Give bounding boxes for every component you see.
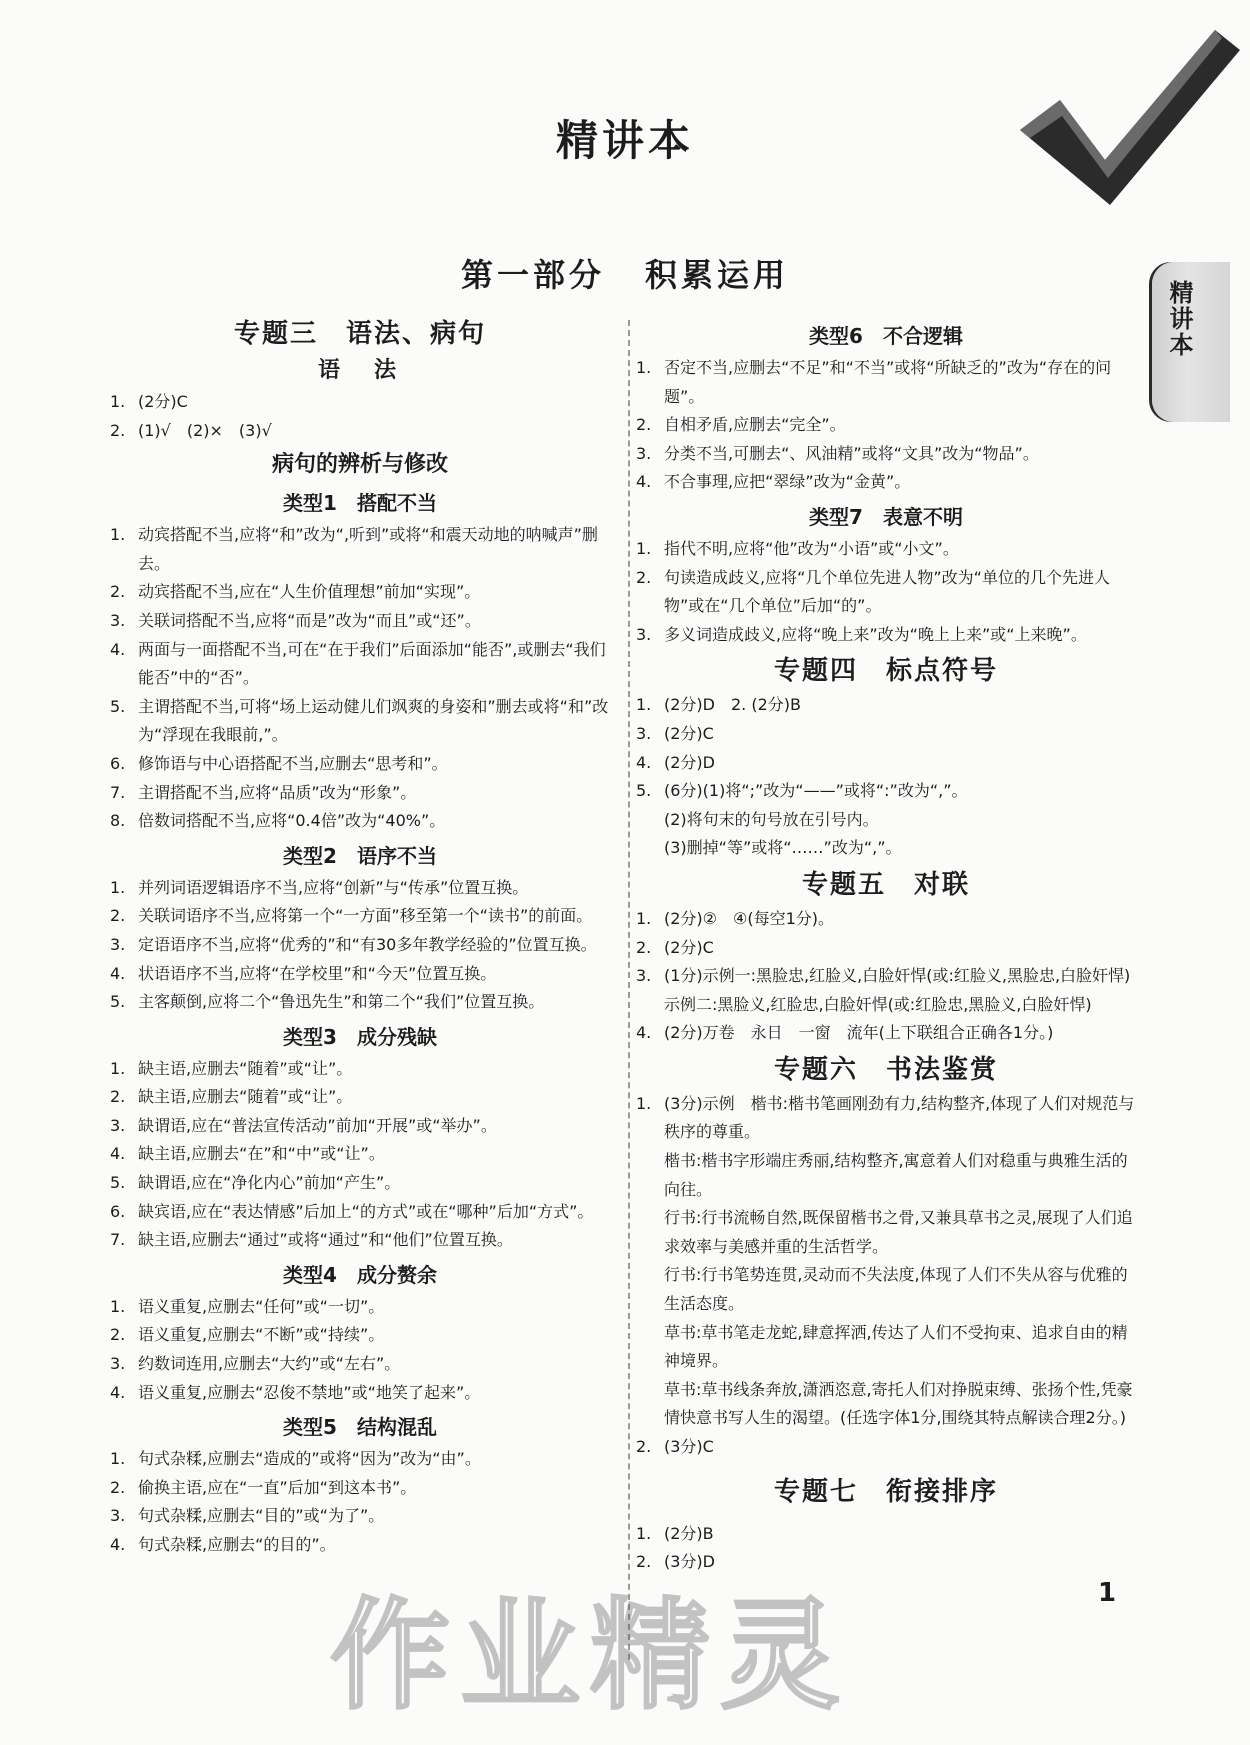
topic-heading: 专题七 衔接排序 <box>773 1476 998 1507</box>
answer-item: 2. 句读造成歧义,应将“几个单位先进人物”改为“单位的几个先进人物”或在“几个单位”后加“的”。 <box>636 567 1110 616</box>
answer-item: 4. 语义重复,应删去“忍俊不禁地”或“地笑了起来”。 <box>110 1382 481 1402</box>
answer-item: 5. 缺谓语,应在“净化内心”前加“产生”。 <box>110 1173 401 1193</box>
answer-item: 2. 自相矛盾,应删去“完全”。 <box>636 415 846 435</box>
type-heading: 类型7 表意不明 <box>809 504 963 529</box>
answer-item: 2. 缺主语,应删去“随着”或“让”。 <box>110 1087 353 1107</box>
answer-item: 1. 语义重复,应删去“任何”或“一切”。 <box>110 1296 385 1316</box>
answer-item: 3. 句式杂糅,应删去“目的”或“为了”。 <box>110 1506 385 1526</box>
topic-heading: 专题四 标点符号 <box>773 656 998 687</box>
part-title <box>0 250 1250 296</box>
answer-item: 3. 分类不当,可删去“、风油精”或将“文具”改为“物品”。 <box>636 443 1039 463</box>
answer-item: 3. 多义词造成歧义,应将“晚上来”改为“晚上上来”或“上来晚”。 <box>636 624 1087 644</box>
answer-item: 1. (3分)示例 楷书:楷书笔画刚劲有力,结构整齐,体现了人们对规范与秩序的尊重。 <box>636 1093 1135 1142</box>
answer-item: 2. 偷换主语,应在“一直”后加“到这本书”。 <box>110 1477 417 1497</box>
answer-item: 1. (2分)D 2. (2分)B <box>636 695 801 715</box>
answer-subitem: (2)将句末的句号放在引号内。 <box>664 809 879 829</box>
answer-item: 1. 并列词语逻辑语序不当,应将“创新”与“传承”位置互换。 <box>110 877 529 897</box>
answer-item: 3. 约数词连用,应删去“大约”或“左右”。 <box>110 1354 401 1374</box>
topic-heading: 专题五 对联 <box>801 869 970 900</box>
answer-subitem: 草书:草书线条奔放,潇洒恣意,寄托人们对挣脱束缚、张扬个性,凭豪情快意书写人生的渴望。(任选字体1分,围绕其特点解读合理2分。) <box>664 1379 1133 1428</box>
answer-item: 4. 不合事理,应把“翠绿”改为“金黄”。 <box>636 472 911 492</box>
answer-item: 2. 语义重复,应删去“不断”或“持续”。 <box>110 1325 385 1345</box>
answer-item: 3. 缺谓语,应在“普法宣传活动”前加“开展”或“举办”。 <box>110 1115 497 1135</box>
topic-heading: 专题三 语法、病句 <box>233 319 486 349</box>
side-tab-label: 精讲本 <box>1165 280 1193 358</box>
type-heading: 类型2 语序不当 <box>283 843 437 868</box>
answer-item: 3. 定语语序不当,应将“优秀的”和“有30多年教学经验的”位置互换。 <box>110 934 597 954</box>
answer-subitem: 行书:行书流畅自然,既保留楷书之骨,又兼具草书之灵,展现了人们追求效率与美感并重的生活哲学。 <box>664 1208 1133 1256</box>
answer-item: 4. 状语语序不当,应将“在学校里”和“今天”位置互换。 <box>110 963 497 983</box>
answer-item: 4. 两面与一面搭配不当,可在“在于我们”后面添加“能否”,或删去“我们能否”中的“否”。 <box>110 639 606 688</box>
answer-item: 2. (2分)C <box>636 937 714 957</box>
part-title-name: 积累运用 <box>645 256 790 294</box>
answer-item: 7. 主谓搭配不当,应将“品质”改为“形象”。 <box>110 782 417 802</box>
answer-item: 1. 句式杂糅,应删去“造成的”或将“因为”改为“由”。 <box>110 1449 481 1469</box>
right-column <box>636 316 1136 1577</box>
answer-subitem: 行书:行书笔势连贯,灵动而不失法度,体现了人们不失从容与优雅的生活态度。 <box>664 1265 1128 1314</box>
type-heading: 类型3 成分残缺 <box>283 1024 437 1049</box>
answer-item: 2. 关联词语序不当,应将第一个“一方面”移至第一个“读书”的前面。 <box>110 906 593 926</box>
type-heading: 类型6 不合逻辑 <box>809 324 963 348</box>
answer-item: 4. 句式杂糅,应删去“的目的”。 <box>110 1535 336 1554</box>
answer-subitem: (3)删掉“等”或将“……”改为“,”。 <box>664 838 902 858</box>
column-divider <box>628 320 630 1660</box>
answer-item: 2. (1)√ (2)× (3)√ <box>110 420 272 440</box>
answer-item: 6. 修饰语与中心语搭配不当,应删去“思考和”。 <box>110 753 448 773</box>
type-heading: 类型4 成分赘余 <box>283 1262 437 1287</box>
section-heading: 病句的辨析与修改 <box>271 452 448 478</box>
type-heading: 类型1 搭配不当 <box>283 491 437 516</box>
answer-item: 6. 缺宾语,应在“表达情感”后加上“的方式”或在“哪种”后加“方式”。 <box>110 1201 594 1221</box>
left-column <box>110 312 610 1560</box>
answer-item: 8. 倍数词搭配不当,应将“0.4倍”改为“40%”。 <box>110 811 446 831</box>
answer-item: 1. (2分)C <box>110 392 188 411</box>
answer-item: 1. 动宾搭配不当,应将“和”改为“,听到”或将“和震天动地的呐喊声”删去。 <box>110 525 598 573</box>
answer-item: 7. 缺主语,应删去“通过”或将“通过”和“他们”位置互换。 <box>110 1230 513 1250</box>
answer-item: 2. (3分)D <box>636 1552 715 1572</box>
answer-item: 2. (3分)C <box>636 1437 714 1456</box>
topic-heading: 专题六 书法鉴赏 <box>773 1054 998 1085</box>
answer-subitem: 楷书:楷书字形端庄秀丽,结构整齐,寓意着人们对稳重与典雅生活的向往。 <box>664 1151 1128 1199</box>
watermark: 作业精灵 <box>330 1587 850 1726</box>
section-heading: 语 法 <box>317 358 402 383</box>
answer-item: 1. (2分)B <box>636 1523 714 1543</box>
answer-item: 3. (2分)C <box>636 723 714 743</box>
book-title: 精讲本 <box>555 116 694 165</box>
answer-item: 3. (1分)示例一:黑脸忠,红脸义,白脸奸悍(或:红脸义,黑脸忠,白脸奸悍) <box>636 966 1131 986</box>
answer-item: 2. 动宾搭配不当,应在“人生价值理想”前加“实现”。 <box>110 582 481 602</box>
answer-subitem: 示例二:黑脸义,红脸忠,白脸奸悍(或:红脸忠,黑脸义,白脸奸悍) <box>664 994 1092 1014</box>
answer-item: 1. 否定不当,应删去“不足”和“不当”或将“所缺乏的”改为“存在的问题”。 <box>636 358 1112 406</box>
answer-item: 5. 主客颠倒,应将二个“鲁迅先生”和第二个“我们”位置互换。 <box>110 992 545 1012</box>
type-heading: 类型5 结构混乱 <box>283 1415 437 1440</box>
answer-item: 1. (2分)② ④(每空1分)。 <box>636 908 835 928</box>
part-title-number: 第一部分 <box>460 256 605 294</box>
answer-item: 1. 指代不明,应将“他”改为“小语”或“小文”。 <box>636 538 959 558</box>
answer-item: 3. 关联词搭配不当,应将“而是”改为“而且”或“还”。 <box>110 610 481 630</box>
answer-item: 1. 缺主语,应删去“随着”或“让”。 <box>110 1058 353 1078</box>
answer-item: 5. 主谓搭配不当,可将“场上运动健儿们飒爽的身姿和”删去或将“和”改为“浮现在我眼前,”。 <box>110 696 609 745</box>
answer-subitem: 草书:草书笔走龙蛇,肆意挥洒,传达了人们不受拘束、追求自由的精神境界。 <box>664 1322 1128 1371</box>
page-number: 1 <box>1098 1578 1117 1608</box>
answer-item: 4. (2分)万卷 永日 一窗 流年(上下联组合正确各1分。) <box>636 1023 1054 1043</box>
answer-item: 5. (6分)(1)将“;”改为“——”或将“:”改为“,”。 <box>636 781 968 801</box>
answer-item: 4. (2分)D <box>636 752 715 772</box>
answer-item: 4. 缺主语,应删去“在”和“中”或“让”。 <box>110 1144 385 1164</box>
